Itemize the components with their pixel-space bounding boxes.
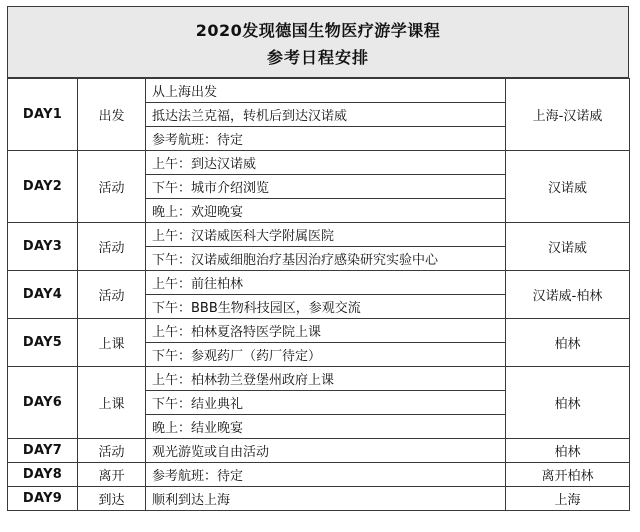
schedule-item: 下午：城市介绍浏览	[146, 175, 506, 199]
schedule-row	[8, 151, 630, 175]
day-label: DAY5	[8, 319, 78, 367]
document-header	[7, 6, 629, 78]
schedule-item: 上午：柏林勃兰登堡州政府上课	[146, 367, 506, 391]
location-label: 柏林	[506, 319, 630, 367]
location-label: 柏林	[506, 367, 630, 439]
schedule-row	[8, 79, 630, 103]
schedule-item: 下午：结业典礼	[146, 391, 506, 415]
schedule-row	[8, 271, 630, 295]
activity-type: 活动	[78, 271, 146, 319]
location-label: 汉诺威	[506, 223, 630, 271]
schedule-table	[7, 78, 630, 511]
schedule-row	[8, 367, 630, 391]
day-label: DAY6	[8, 367, 78, 439]
schedule-table-body	[8, 79, 630, 511]
schedule-item: 上午：柏林夏洛特医学院上课	[146, 319, 506, 343]
schedule-item: 上午：汉诺威医科大学附属医院	[146, 223, 506, 247]
schedule-item: 下午：参观药厂（药厂待定）	[146, 343, 506, 367]
schedule-row	[8, 319, 630, 343]
schedule-item: 观光游览或自由活动	[146, 439, 506, 463]
activity-type: 离开	[78, 463, 146, 487]
schedule-item: 下午：汉诺威细胞治疗基因治疗感染研究实验中心	[146, 247, 506, 271]
document-title: 2020发现德国生物医疗游学课程	[195, 21, 441, 40]
day-label: DAY8	[8, 463, 78, 487]
schedule-item: 下午：BBB生物科技园区，参观交流	[146, 295, 506, 319]
schedule-item: 晚上：结业晚宴	[146, 415, 506, 439]
day-label: DAY7	[8, 439, 78, 463]
day-label: DAY3	[8, 223, 78, 271]
schedule-item: 从上海出发	[146, 79, 506, 103]
schedule-item: 参考航班：待定	[146, 127, 506, 151]
activity-type: 活动	[78, 439, 146, 463]
activity-type: 出发	[78, 79, 146, 151]
location-label: 汉诺威	[506, 151, 630, 223]
day-label: DAY2	[8, 151, 78, 223]
location-label: 汉诺威-柏林	[506, 271, 630, 319]
schedule-row	[8, 223, 630, 247]
day-label: DAY9	[8, 487, 78, 511]
day-label: DAY1	[8, 79, 78, 151]
location-label: 离开柏林	[506, 463, 630, 487]
activity-type: 活动	[78, 223, 146, 271]
document-subtitle: 参考日程安排	[266, 48, 369, 67]
schedule-item: 晚上：欢迎晚宴	[146, 199, 506, 223]
location-label: 上海	[506, 487, 630, 511]
schedule-item: 上午：前往柏林	[146, 271, 506, 295]
activity-type: 到达	[78, 487, 146, 511]
schedule-row	[8, 463, 630, 487]
activity-type: 活动	[78, 151, 146, 223]
schedule-item: 参考航班：待定	[146, 463, 506, 487]
schedule-item: 上午：到达汉诺威	[146, 151, 506, 175]
schedule-item: 抵达法兰克福，转机后到达汉诺威	[146, 103, 506, 127]
schedule-item: 顺利到达上海	[146, 487, 506, 511]
activity-type: 上课	[78, 319, 146, 367]
schedule-row	[8, 487, 630, 511]
day-label: DAY4	[8, 271, 78, 319]
location-label: 柏林	[506, 439, 630, 463]
location-label: 上海-汉诺威	[506, 79, 630, 151]
schedule-row	[8, 439, 630, 463]
activity-type: 上课	[78, 367, 146, 439]
